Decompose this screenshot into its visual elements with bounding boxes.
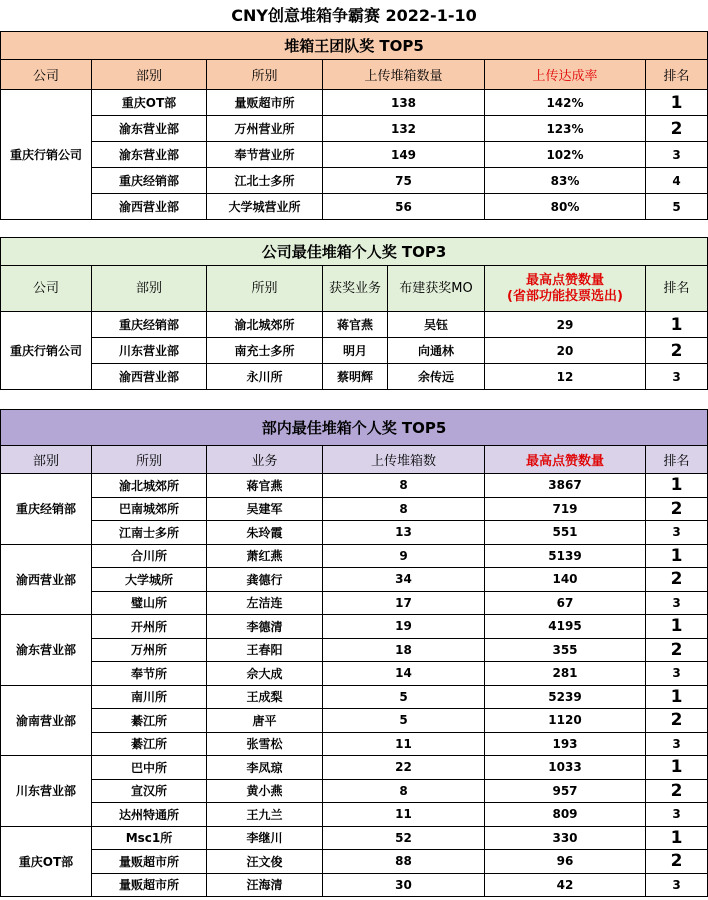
upload-qty-cell: 14	[323, 662, 485, 686]
upload-qty-cell: 18	[323, 638, 485, 662]
table-row	[1, 685, 708, 709]
award-mo-cell: 吴钰	[388, 312, 485, 338]
table-row	[1, 779, 708, 803]
col-header-rank: 排名	[646, 446, 708, 474]
upload-qty-cell: 19	[323, 615, 485, 639]
office-cell: 南川所	[92, 685, 207, 709]
rep-cell: 汪文俊	[207, 850, 323, 874]
upload-qty-cell: 52	[323, 826, 485, 850]
rank-cell: 1	[646, 685, 708, 709]
max-likes-cell: 957	[485, 779, 646, 803]
rep-cell: 黄小燕	[207, 779, 323, 803]
max-likes-cell: 193	[485, 732, 646, 756]
max-likes-cell: 5139	[485, 544, 646, 568]
office-cell: 大学城营业所	[207, 194, 323, 220]
rep-cell: 吴建军	[207, 497, 323, 521]
rep-cell: 王春阳	[207, 638, 323, 662]
max-likes-label: 最高点赞数量	[525, 272, 604, 288]
office-cell: 巴中所	[92, 756, 207, 780]
rank-cell: 2	[646, 116, 708, 142]
upload-qty-cell: 13	[323, 521, 485, 545]
dept-group-cell: 重庆经销部	[1, 474, 92, 545]
max-likes-cell: 5239	[485, 685, 646, 709]
page-title: CNY创意堆箱争霸赛 2022-1-10	[231, 6, 477, 25]
max-likes-cell: 281	[485, 662, 646, 686]
rank-cell: 1	[646, 312, 708, 338]
company-best-individual-table	[0, 237, 708, 390]
max-likes-cell: 1033	[485, 756, 646, 780]
rate-cell: 123%	[485, 116, 646, 142]
upload-qty-cell: 8	[323, 779, 485, 803]
rank-cell: 2	[646, 497, 708, 521]
company-cell: 重庆行销公司	[1, 90, 92, 220]
office-cell: 万州所	[92, 638, 207, 662]
office-cell: 奉节所	[92, 662, 207, 686]
max-likes-cell: 3867	[485, 474, 646, 498]
team-award-banner: 堆箱王团队奖 TOP5	[1, 32, 708, 60]
table-row	[1, 312, 708, 338]
office-cell: 量贩超市所	[92, 873, 207, 897]
upload-qty-cell: 5	[323, 709, 485, 733]
upload-qty-cell: 56	[323, 194, 485, 220]
office-cell: 巴南城郊所	[92, 497, 207, 521]
rank-cell: 4	[646, 168, 708, 194]
upload-qty-cell: 8	[323, 474, 485, 498]
dept-group-cell: 重庆OT部	[1, 826, 92, 897]
upload-qty-cell: 138	[323, 90, 485, 116]
upload-qty-cell: 8	[323, 497, 485, 521]
col-header-office: 所别	[92, 446, 207, 474]
table-row	[1, 568, 708, 592]
rep-cell: 王成梨	[207, 685, 323, 709]
upload-qty-cell: 149	[323, 142, 485, 168]
col-header-upload-qty: 上传堆箱数量	[323, 60, 485, 90]
col-header-rank: 排名	[646, 60, 708, 90]
table-row	[1, 873, 708, 897]
upload-qty-cell: 34	[323, 568, 485, 592]
award-rep-cell: 蔡明辉	[323, 364, 388, 390]
table-row	[1, 803, 708, 827]
table-row	[1, 521, 708, 545]
upload-qty-cell: 132	[323, 116, 485, 142]
dept-group-cell: 川东营业部	[1, 756, 92, 827]
office-cell: 渝北城郊所	[92, 474, 207, 498]
rank-cell: 1	[646, 756, 708, 780]
rep-cell: 张雪松	[207, 732, 323, 756]
table-row	[1, 142, 708, 168]
rank-cell: 5	[646, 194, 708, 220]
rep-cell: 蒋官燕	[207, 474, 323, 498]
rep-cell: 萧红燕	[207, 544, 323, 568]
col-header-award-mo: 布建获奖MO	[388, 266, 485, 312]
rank-cell: 2	[646, 638, 708, 662]
table-row	[1, 474, 708, 498]
col-header-office: 所别	[207, 266, 323, 312]
max-likes-cell: 20	[485, 338, 646, 364]
rep-cell: 左洁连	[207, 591, 323, 615]
rank-cell: 1	[646, 615, 708, 639]
max-likes-cell: 719	[485, 497, 646, 521]
col-header-rep: 业务	[207, 446, 323, 474]
office-cell: 万州营业所	[207, 116, 323, 142]
table-row	[1, 662, 708, 686]
max-likes-cell: 355	[485, 638, 646, 662]
table-row	[1, 756, 708, 780]
rep-cell: 朱玲霞	[207, 521, 323, 545]
upload-qty-cell: 30	[323, 873, 485, 897]
dept-cell: 重庆经销部	[92, 312, 207, 338]
office-cell: 量贩超市所	[207, 90, 323, 116]
col-header-max-likes	[485, 266, 646, 312]
table-row	[1, 544, 708, 568]
rank-cell: 3	[646, 732, 708, 756]
office-cell: 量贩超市所	[92, 850, 207, 874]
upload-qty-cell: 88	[323, 850, 485, 874]
rank-cell: 3	[646, 364, 708, 390]
max-likes-cell: 330	[485, 826, 646, 850]
rate-cell: 83%	[485, 168, 646, 194]
rank-cell: 1	[646, 544, 708, 568]
rep-cell: 唐平	[207, 709, 323, 733]
col-header-rank: 排名	[646, 266, 708, 312]
dept-cell: 川东营业部	[92, 338, 207, 364]
dept-group-cell: 渝南营业部	[1, 685, 92, 756]
upload-qty-cell: 9	[323, 544, 485, 568]
col-header-dept: 部别	[92, 266, 207, 312]
company-best-banner: 公司最佳堆箱个人奖 TOP3	[1, 238, 708, 266]
dept-cell: 渝西营业部	[92, 364, 207, 390]
rate-cell: 142%	[485, 90, 646, 116]
dept-cell: 重庆经销部	[92, 168, 207, 194]
col-header-dept: 部别	[1, 446, 92, 474]
max-likes-cell: 551	[485, 521, 646, 545]
table-row	[1, 194, 708, 220]
dept-group-cell: 渝东营业部	[1, 615, 92, 686]
office-cell: 开州所	[92, 615, 207, 639]
rank-cell: 2	[646, 779, 708, 803]
rep-cell: 汪海清	[207, 873, 323, 897]
table-row	[1, 826, 708, 850]
dept-best-banner: 部内最佳堆箱个人奖 TOP5	[1, 410, 708, 446]
max-likes-cell: 809	[485, 803, 646, 827]
max-likes-cell: 42	[485, 873, 646, 897]
rate-cell: 80%	[485, 194, 646, 220]
office-cell: 合川所	[92, 544, 207, 568]
rank-cell: 1	[646, 90, 708, 116]
rank-cell: 1	[646, 474, 708, 498]
col-header-upload-qty: 上传堆箱数	[323, 446, 485, 474]
rep-cell: 王九兰	[207, 803, 323, 827]
table-row	[1, 615, 708, 639]
max-likes-cell: 1120	[485, 709, 646, 733]
max-likes-cell: 96	[485, 850, 646, 874]
rep-cell: 李继川	[207, 826, 323, 850]
rank-cell: 2	[646, 568, 708, 592]
dept-cell: 重庆OT部	[92, 90, 207, 116]
upload-qty-cell: 11	[323, 803, 485, 827]
office-cell: 达州特通所	[92, 803, 207, 827]
upload-qty-cell: 11	[323, 732, 485, 756]
rep-cell: 龚德行	[207, 568, 323, 592]
upload-qty-cell: 17	[323, 591, 485, 615]
office-cell: 大学城所	[92, 568, 207, 592]
table-row	[1, 90, 708, 116]
max-likes-cell: 67	[485, 591, 646, 615]
table-row	[1, 497, 708, 521]
upload-qty-cell: 22	[323, 756, 485, 780]
table-row	[1, 638, 708, 662]
dept-best-individual-table	[0, 409, 708, 897]
table-row	[1, 338, 708, 364]
rep-cell: 佘大成	[207, 662, 323, 686]
company-cell: 重庆行销公司	[1, 312, 92, 390]
office-cell: 宣汉所	[92, 779, 207, 803]
award-rep-cell: 明月	[323, 338, 388, 364]
dept-cell: 渝西营业部	[92, 194, 207, 220]
col-header-company: 公司	[1, 266, 92, 312]
table-row	[1, 850, 708, 874]
rep-cell: 李凤琼	[207, 756, 323, 780]
dept-group-cell: 渝西营业部	[1, 544, 92, 615]
rank-cell: 3	[646, 662, 708, 686]
rank-cell: 3	[646, 142, 708, 168]
col-header-rate: 上传达成率	[485, 60, 646, 90]
table-row	[1, 116, 708, 142]
rank-cell: 2	[646, 709, 708, 733]
col-header-office: 所别	[207, 60, 323, 90]
office-cell: 綦江所	[92, 709, 207, 733]
office-cell: 南充士多所	[207, 338, 323, 364]
office-cell: 綦江所	[92, 732, 207, 756]
award-rep-cell: 蒋官燕	[323, 312, 388, 338]
col-header-max-likes: 最高点赞数量	[485, 446, 646, 474]
max-likes-cell: 4195	[485, 615, 646, 639]
table-row	[1, 732, 708, 756]
table-row	[1, 364, 708, 390]
rank-cell: 2	[646, 338, 708, 364]
rank-cell: 3	[646, 873, 708, 897]
col-header-company: 公司	[1, 60, 92, 90]
office-cell: 奉节营业所	[207, 142, 323, 168]
award-mo-cell: 向通林	[388, 338, 485, 364]
table-row	[1, 591, 708, 615]
table-row	[1, 709, 708, 733]
office-cell: Msc1所	[92, 826, 207, 850]
max-likes-cell: 140	[485, 568, 646, 592]
max-likes-note: (省部功能投票选出)	[507, 288, 623, 304]
max-likes-cell: 29	[485, 312, 646, 338]
dept-cell: 渝东营业部	[92, 116, 207, 142]
award-mo-cell: 余传远	[388, 364, 485, 390]
rank-cell: 3	[646, 803, 708, 827]
rate-cell: 102%	[485, 142, 646, 168]
col-header-award-rep: 获奖业务	[323, 266, 388, 312]
dept-cell: 渝东营业部	[92, 142, 207, 168]
office-cell: 江南士多所	[92, 521, 207, 545]
team-award-table	[0, 31, 708, 220]
upload-qty-cell: 5	[323, 685, 485, 709]
table-row	[1, 168, 708, 194]
office-cell: 永川所	[207, 364, 323, 390]
office-cell: 渝北城郊所	[207, 312, 323, 338]
max-likes-cell: 12	[485, 364, 646, 390]
col-header-dept: 部别	[92, 60, 207, 90]
upload-qty-cell: 75	[323, 168, 485, 194]
rank-cell: 3	[646, 521, 708, 545]
office-cell: 江北士多所	[207, 168, 323, 194]
office-cell: 璧山所	[92, 591, 207, 615]
rank-cell: 1	[646, 826, 708, 850]
rep-cell: 李德清	[207, 615, 323, 639]
rank-cell: 2	[646, 850, 708, 874]
rank-cell: 3	[646, 591, 708, 615]
